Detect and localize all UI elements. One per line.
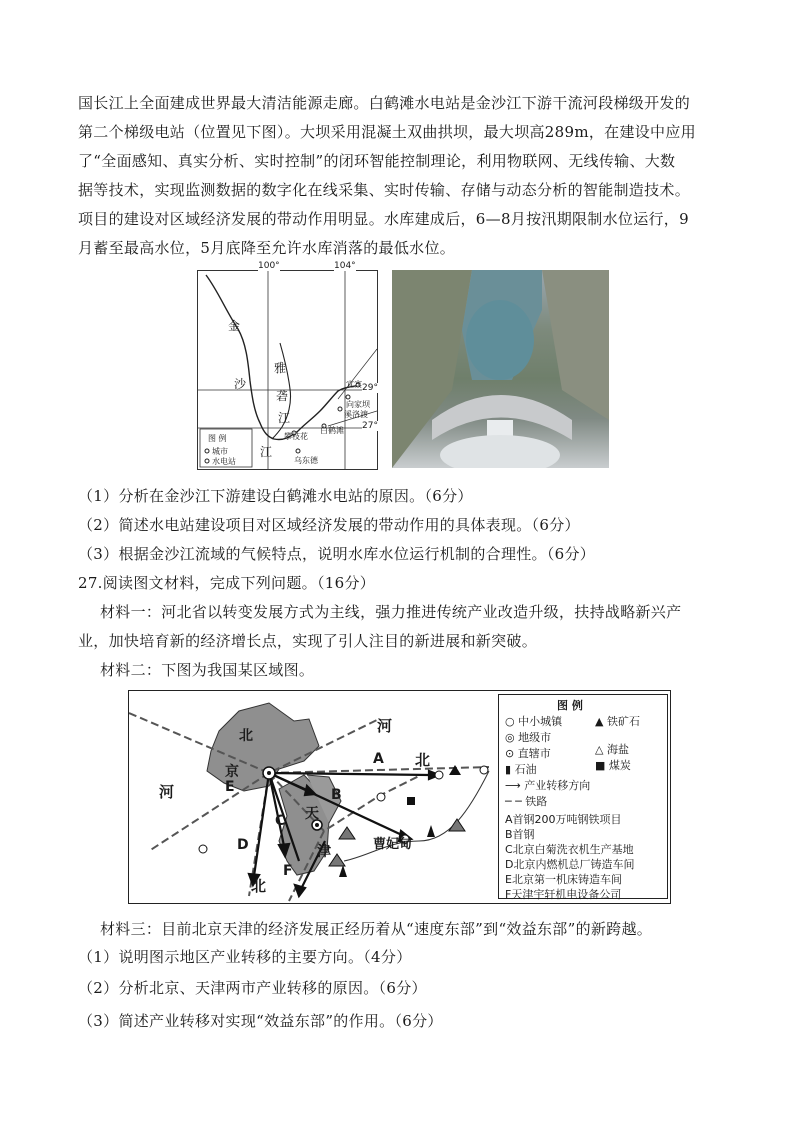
river-char-jiang-2: 江 [260,445,273,459]
oil-marker [339,865,347,877]
iron-ore-marker [449,765,461,775]
q27-heading: 27.阅读图文材料，完成下列问题。（16分） [78,574,376,592]
intro-line-3: 了“全面感知、真实分析、实时控制”的闭环智能控制理论，利用物联网、无线传输、大数 [78,152,676,170]
lat-label-27: 27° [362,421,378,431]
legend-municipality: ⊙ 直辖市 [505,747,551,760]
coal-marker [407,797,415,805]
intro-line-5: 项目的建设对区域经济发展的带动作用明显。水库建成后，6—8月按汛期限制水位运行，9 [78,210,689,228]
map2-legend [498,694,668,899]
river-char-long: 砻 [276,389,289,403]
letter-a: A [373,751,384,767]
map2-legend-title: 图 例 [557,699,583,712]
label-bei-top: 北 [239,728,253,744]
letter-c: C [275,813,286,829]
legend-project-c: C北京白菊洗衣机生产基地 [505,843,634,856]
legend-project-f: F天津宇轩机电设备公司 [505,888,622,901]
label-he-2: 河 [159,783,175,801]
station-marker [338,407,342,411]
legend-pref-city: ◎ 地级市 [505,731,552,744]
intro-line-2: 第二个梯级电站（位置见下图）。大坝采用混凝土双曲拱坝，最大坝高289m，在建设中应用 [78,123,696,141]
label-jin: 津 [317,844,331,860]
place-panzhihua: 攀枝花 [284,432,308,441]
legend-iron: ▲ 铁矿石 [595,715,640,728]
salt-marker [339,827,355,839]
legend-salt: △ 海盐 [595,743,629,756]
q27-question-2: （2）分析北京、天津两市产业转移的原因。（6分） [78,979,427,997]
q27-question-1: （1）说明图示地区产业转移的主要方向。（4分） [78,948,412,966]
label-caofeidian: 曹妃甸 [373,837,413,852]
dam-photo [392,270,609,468]
label-tian: 天 [305,806,319,822]
river-char-jiang-1: 江 [278,411,291,425]
place-wudongde: 乌东德 [294,456,318,465]
river-char-sha: 沙 [234,377,247,391]
town-marker [435,771,443,779]
map1-legend-station: 水电站 [212,457,236,466]
legend-project-b: B首钢 [505,828,535,841]
material2-text: 材料二：下图为我国某区域图。 [100,661,315,679]
intro-line-1: 国长江上全面建成世界最大清洁能源走廊。白鹤滩水电站是金沙江下游干流河段梯级开发的 [78,94,691,112]
legend-oil: ▮ 石油 [505,763,537,776]
river-char-ya: 雅 [274,361,287,375]
letter-d: D [237,837,249,853]
legend-railway: ─ ─ 铁路 [505,795,548,808]
label-bei-2: 北 [251,877,267,895]
material1-line-2: 业，加快培育新的经济增长点，实现了引人注目的新进展和新突破。 [78,632,538,650]
legend-town: ○ 中小城镇 [505,715,563,728]
q26-question-1: （1）分析在金沙江下游建设白鹤滩水电站的原因。（6分） [78,487,473,505]
intro-line-6: 月蓄至最高水位，5月底降至允许水库消落的最低水位。 [78,239,456,257]
map1-legend-title: 图 例 [208,434,227,443]
intro-line-4: 据等技术，实现监测数据的数字化在线采集、实时传输、存储与动态分析的智能制造技术。 [78,181,691,199]
town-marker [199,845,207,853]
q26-question-2: （2）简述水电站建设项目对区域经济发展的带动作用的具体表现。（6分） [78,516,580,534]
oil-marker [427,825,435,837]
town-marker [480,766,488,774]
letter-b: B [331,787,342,803]
place-xiluodu: 溪洛渡 [344,410,368,419]
legend-project-d: D北京内燃机总厂铸造车间 [505,858,635,871]
q26-question-3: （3）根据金沙江流域的气候特点，说明水库水位运行机制的合理性。（6分） [78,545,596,563]
lat-label-29: 29° [362,383,378,393]
legend-project-e: E北京第一机床铸造车间 [505,873,622,886]
label-jing: 京 [225,764,239,780]
jingjinji-map [128,690,671,904]
legend-project-a: A首钢200万吨钢铁项目 [505,813,622,826]
legend-coal: ■ 煤炭 [595,759,631,772]
place-yibin: 宜宾 [346,380,362,389]
place-xiangjiaba: 向家坝 [346,400,370,409]
q27-question-3: （3）简述产业转移对实现“效益东部”的作用。（6分） [78,1012,443,1030]
legend-transfer: ⟶ 产业转移方向 [505,779,591,792]
salt-marker [329,854,345,866]
river-char-jin: 金 [228,319,241,333]
material3-text: 材料三：目前北京天津的经济发展正经历着从“速度东部”到“效益东部”的新跨越。 [100,920,653,938]
label-he-1: 河 [377,717,393,735]
station-marker [296,449,300,453]
map1-legend-city: 城市 [212,447,228,456]
letter-f: F [283,863,293,879]
lon-label-100: 100° [258,261,280,271]
lon-label-104: 104° [334,261,356,271]
town-marker [377,793,385,801]
salt-marker [449,819,465,831]
jingjinji-map-svg [129,691,499,903]
jinsha-river-map [197,261,378,470]
material1-line-1: 材料一：河北省以转变发展方式为主线，强力推进传统产业改造升级，扶持战略新兴产 [100,603,682,621]
label-bei-1: 北 [415,751,431,769]
place-baihetan: 白鹤滩 [320,426,344,435]
letter-e: E [225,779,235,795]
